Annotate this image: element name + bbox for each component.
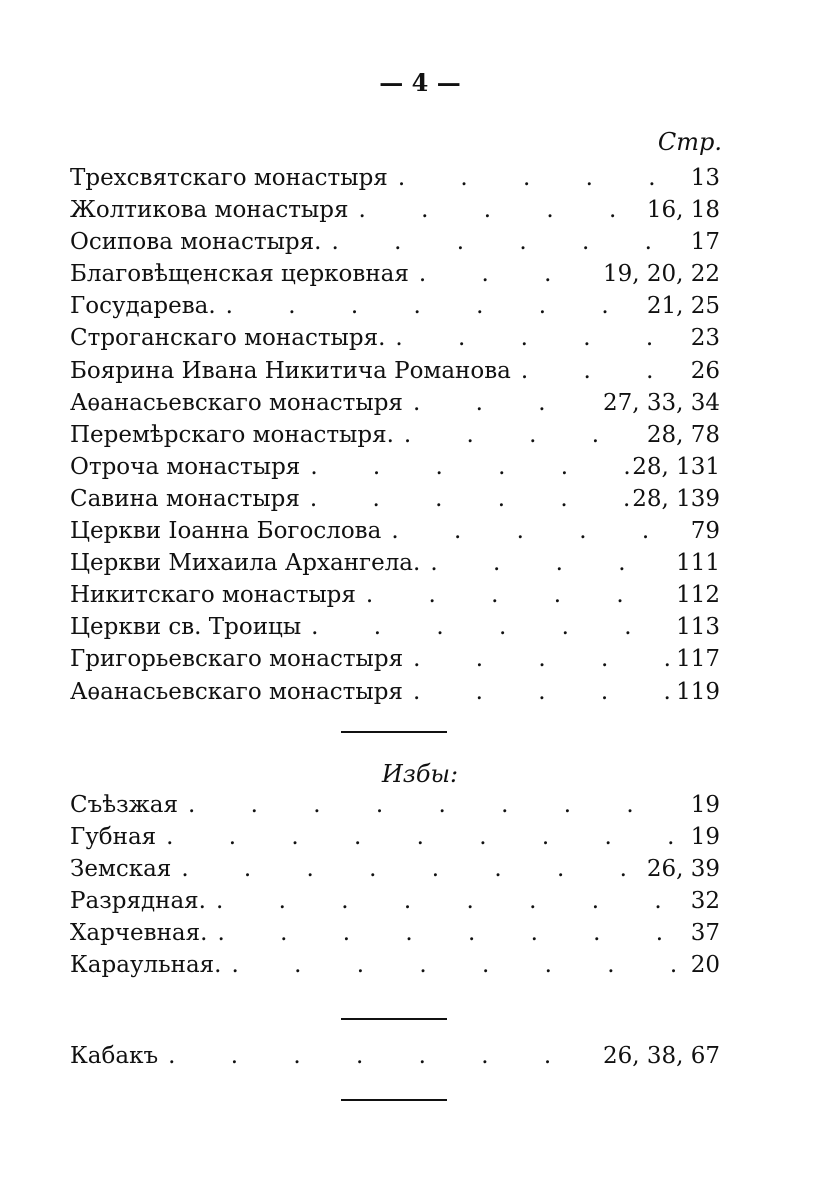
dot-leader: [356, 582, 676, 608]
entry-pages: 23: [690, 325, 720, 352]
entry-label: Кабакъ: [70, 1043, 159, 1069]
section2-list: [70, 792, 720, 985]
toc-entry: [70, 229, 720, 261]
section-divider-3: [341, 1099, 447, 1101]
toc-entry: [70, 679, 720, 711]
dot-leader: [348, 197, 646, 223]
dot-leader: [216, 293, 647, 319]
entry-pages: 28, 131: [632, 453, 720, 480]
entry-pages: 79: [690, 518, 720, 545]
dot-leader: [403, 646, 676, 672]
entry-pages: 21, 25: [646, 293, 720, 320]
toc-entry: [70, 614, 720, 646]
entry-pages: 111: [676, 550, 720, 577]
toc-entry: [70, 792, 720, 824]
entry-label: Трехсвятскаго монастыря: [70, 165, 388, 191]
toc-entry: [70, 358, 720, 390]
entry-label: Никитскаго монастыря: [70, 582, 356, 609]
dot-leader: [321, 229, 690, 255]
dot-leader: [300, 486, 632, 512]
toc-entry: [70, 390, 720, 422]
toc-entry: [70, 856, 720, 888]
toc-entry: [70, 582, 720, 614]
entry-pages: 16, 18: [646, 197, 720, 224]
toc-entry: [70, 486, 720, 518]
entry-pages: 28, 78: [646, 421, 720, 448]
entry-label: Государева.: [70, 293, 216, 320]
dot-leader: [301, 614, 676, 640]
entry-label: Осипова монастыря.: [70, 229, 322, 256]
toc-entry: [70, 550, 720, 582]
entry-label: Губная: [70, 824, 157, 851]
toc-entry: [70, 293, 720, 325]
entry-pages: 113: [676, 614, 720, 641]
dot-leader: [156, 824, 691, 850]
entry-label: Боярина Ивана Никитича Романова: [70, 357, 511, 384]
entry-pages: 112: [676, 582, 720, 609]
dot-leader: [206, 888, 691, 914]
entry-pages: 26: [690, 357, 720, 384]
entry-label: Савина монастыря: [70, 485, 300, 512]
entry-label: Жолтикова монастыря: [70, 197, 349, 224]
section1-list: [70, 165, 720, 711]
entry-label: Церкви св. Троицы: [70, 614, 302, 641]
toc-entry: [70, 646, 720, 678]
entry-label: Церкви Михаила Архангела.: [70, 550, 421, 577]
entry-label: Аѳанасьевскаго монастыря: [70, 678, 403, 705]
entry-pages: 20: [690, 952, 720, 979]
dot-leader: [388, 165, 691, 191]
toc-entry: [70, 197, 720, 229]
dot-leader: [420, 550, 676, 576]
entry-label: Благовѣщенская церковная: [70, 261, 409, 288]
entry-label: Харчевная.: [70, 920, 208, 947]
section-divider-1: [341, 731, 447, 733]
dot-leader: [394, 422, 647, 448]
dot-leader: [381, 518, 690, 544]
dot-leader: [207, 920, 690, 946]
entry-pages: 17: [690, 229, 720, 256]
section2-heading: Избы:: [381, 760, 459, 788]
entry-pages: 19: [690, 792, 720, 818]
entry-label: Съѣзжая: [70, 792, 179, 818]
dot-leader: [403, 390, 603, 416]
entry-label: Григорьевскаго монастыря: [70, 646, 404, 673]
toc-entry: [70, 920, 720, 952]
entry-pages: 117: [676, 646, 720, 673]
toc-entry: [70, 824, 720, 856]
entry-pages: 27, 33, 34: [602, 389, 720, 416]
dot-leader: [178, 792, 691, 818]
entry-label: Аѳанасьевскаго монастыря: [70, 389, 403, 416]
dot-leader: [403, 679, 676, 705]
entry-pages: 19, 20, 22: [602, 261, 720, 288]
entry-pages: 26, 38, 67: [602, 1043, 720, 1069]
section-divider-2: [341, 1018, 447, 1020]
toc-entry: [70, 454, 720, 486]
toc-entry: [70, 325, 720, 357]
dot-leader: [171, 856, 647, 882]
toc-entry: [70, 1043, 720, 1075]
dot-leader: [511, 358, 691, 384]
entry-pages: 32: [690, 888, 720, 915]
entry-label: Караульная.: [70, 952, 222, 979]
entry-label: Перемѣрскаго монастыря.: [70, 421, 394, 448]
toc-entry: [70, 888, 720, 920]
dot-leader: [300, 454, 632, 480]
entry-label: Разрядная.: [70, 888, 206, 915]
entry-label: Отроча монастыря: [70, 453, 301, 480]
dot-leader: [158, 1043, 603, 1069]
entry-pages: 19: [690, 824, 720, 851]
toc-entry: [70, 518, 720, 550]
toc-entry: [70, 261, 720, 293]
pages-column-heading: Стр.: [657, 128, 722, 156]
toc-entry: [70, 165, 720, 197]
dot-leader: [409, 261, 603, 287]
entry-pages: 26, 39: [646, 856, 720, 883]
dot-leader: [385, 325, 690, 351]
dot-leader: [221, 952, 690, 978]
entry-label: Строганскаго монастыря.: [70, 325, 386, 352]
entry-label: Церкви Іоанна Богослова: [70, 518, 382, 545]
entry-pages: 37: [690, 920, 720, 947]
toc-entry: [70, 952, 720, 984]
toc-entry: [70, 422, 720, 454]
entry-pages: 13: [690, 165, 720, 191]
page-number: — 4 —: [379, 68, 461, 97]
entry-pages: 119: [676, 678, 720, 705]
entry-pages: 28, 139: [632, 485, 720, 512]
section3-list: [70, 1043, 720, 1075]
entry-label: Земская: [70, 856, 172, 883]
